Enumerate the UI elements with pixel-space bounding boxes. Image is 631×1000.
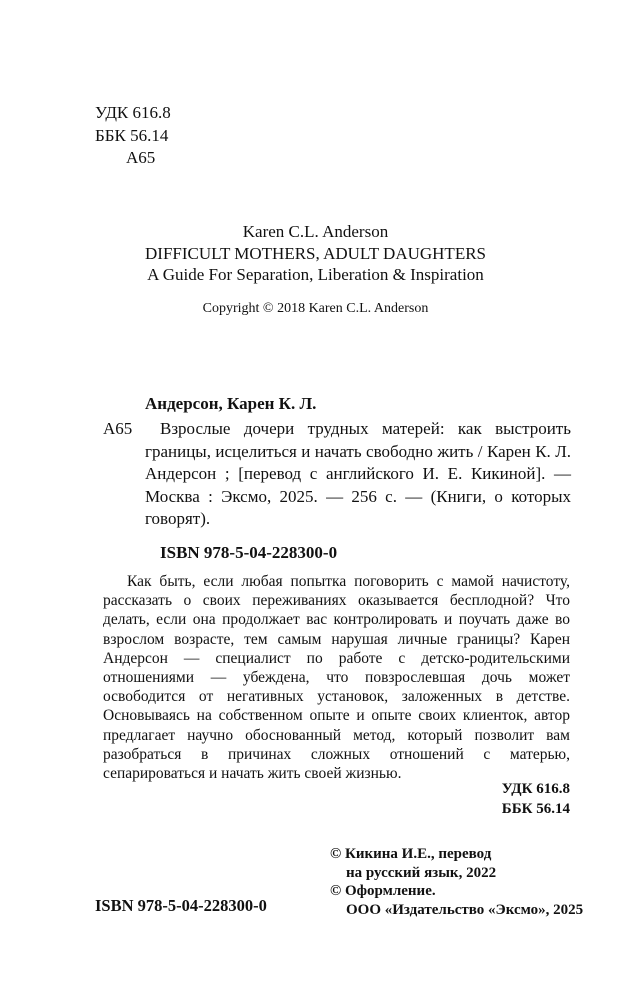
original-subtitle: A Guide For Separation, Liberation & Inspiration <box>147 265 484 284</box>
catalog-description-text: Взрослые дочери трудных матерей: как выстроить границы, исцелиться и начать свободно жить / Карен К. Л. Андерсон ; [перевод с английского И. Е. Кикиной]. — Москва : Эксмо, 2025. — 256 с. — (Книги, о которых говорят). <box>145 419 571 528</box>
top-codes-block <box>95 102 171 170</box>
copyright-translation-line1: © Кикина И.Е., перевод <box>330 846 492 862</box>
copyright-design-line1: © Оформление. <box>330 883 436 899</box>
udk-code-top: УДК 616.8 <box>95 103 171 122</box>
catalog-author-heading: Андерсон, Карен К. Л. <box>145 394 317 413</box>
catalog-description-block <box>103 418 571 531</box>
original-title: DIFFICULT MOTHERS, ADULT DAUGHTERS <box>145 243 486 263</box>
publisher-copyright-block <box>330 845 583 919</box>
copyright-translation-line2: на русский язык, 2022 <box>346 864 497 881</box>
bottom-codes-block <box>502 779 570 819</box>
original-edition-block <box>0 221 631 286</box>
bbk-code-top: ББК 56.14 <box>95 125 169 145</box>
bbk-code-bottom: ББК 56.14 <box>501 801 570 817</box>
isbn-catalog: ISBN 978-5-04-228300-0 <box>160 543 338 562</box>
author-sign-top: А65 <box>126 148 156 167</box>
author-sign-catalog: А65 <box>103 419 133 438</box>
original-copyright-line: Copyright © 2018 Karen C.L. Anderson <box>202 301 429 316</box>
copyright-design-line2: ООО «Издательство «Эксмо», 2025 <box>346 901 584 918</box>
udk-code-bottom: УДК 616.8 <box>501 781 570 797</box>
annotation-paragraph: Как быть, если любая попытка поговорить с мамой начистоту, рассказать о своих переживаниях оказывается бесплодной? Что делать, если она продолжает вас контролировать и поучать даже во взрослом возрасте, тем самым нарушая личные границы? Карен Андерсон — специалист по работе с детско-родительскими отношениями — убеждена, что повзрослевшая дочь может освободится от негативных установок, заложенных в детстве. Основываясь на собственном опыте и опыте своих клиенток, автор предлагает научно обоснованный метод, который позволит вам разобраться в причинах сложных отношений с матерью, сепарироваться и начать жить своей жизнью. <box>103 573 570 783</box>
original-author: Karen C.L. Anderson <box>242 222 389 241</box>
isbn-bottom: ISBN 978-5-04-228300-0 <box>95 896 267 915</box>
